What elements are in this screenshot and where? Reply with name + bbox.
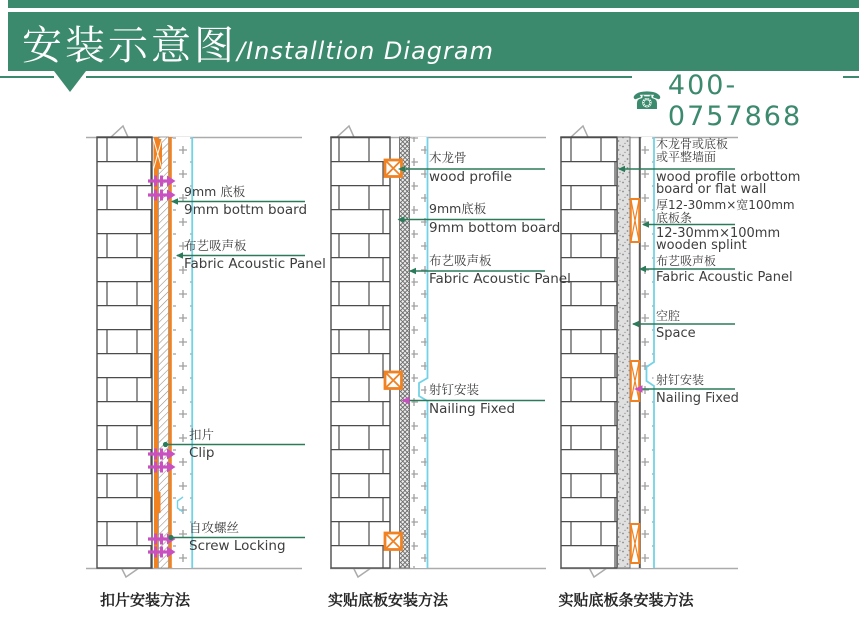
d3-acoustic-panel-label-cn: 布艺吸声板 bbox=[656, 253, 717, 268]
d1-bottom-board-label-cn: 9mm 底板 bbox=[184, 184, 246, 199]
flat-wall-layer-3 bbox=[618, 137, 631, 568]
phone-icon: ☎ bbox=[632, 87, 662, 115]
d2-acoustic-panel-label-cn: 布艺吸声板 bbox=[429, 253, 492, 268]
d3-splint-label-cn1: 厚12-30mm×宽100mm bbox=[656, 198, 795, 212]
d1-screw-label-cn: 自攻螺丝 bbox=[189, 520, 240, 535]
caption-method-2: 实贴底板安装方法 bbox=[327, 591, 448, 609]
brick-wall-2 bbox=[331, 137, 390, 568]
d2-bottom-board-label-cn: 9mm底板 bbox=[429, 201, 487, 216]
acoustic-panel-3 bbox=[642, 137, 654, 568]
caption-method-1: 扣片安装方法 bbox=[99, 591, 190, 609]
acoustic-panel-2 bbox=[412, 137, 427, 568]
d3-nailing-label-en: Nailing Fixed bbox=[656, 390, 739, 406]
bottom-board-2 bbox=[400, 137, 410, 568]
d2-wood-profile-label-en: wood profile bbox=[429, 169, 513, 185]
page-subtitle: /Installtion Diagram bbox=[237, 37, 494, 65]
d3-wall-surface-label-en2: board or flat wall bbox=[656, 182, 767, 197]
d1-screw-label-en: Screw Locking bbox=[189, 538, 286, 554]
phone-text: 400-0757868 bbox=[667, 70, 803, 132]
d1-bottom-board-label-en: 9mm bottm board bbox=[184, 202, 308, 218]
wood-keel-mid-1 bbox=[154, 492, 161, 513]
brick-wall-3 bbox=[561, 137, 617, 568]
d1-clip-label-en: Clip bbox=[189, 445, 215, 461]
d1-clip-label-cn: 扣片 bbox=[189, 427, 215, 442]
d2-wood-profile-label-cn: 木龙骨 bbox=[429, 150, 467, 165]
d3-acoustic-panel-label-en: Fabric Acoustic Panel bbox=[656, 270, 793, 285]
wooden-splints-3 bbox=[631, 199, 639, 563]
d2-nailing-label-en: Nailing Fixed bbox=[429, 401, 516, 417]
d3-space-label-cn: 空腔 bbox=[656, 309, 681, 323]
d3-space-label-en: Space bbox=[656, 325, 696, 341]
d2-acoustic-panel-label-en: Fabric Acoustic Panel bbox=[429, 271, 571, 287]
wood-keel-top-1 bbox=[154, 139, 163, 169]
d1-acoustic-panel-label-en: Fabric Acoustic Panel bbox=[184, 256, 326, 272]
brick-wall-1 bbox=[97, 137, 152, 568]
diagram-2 bbox=[330, 126, 546, 577]
d3-wall-surface-label-cn1: 木龙骨或底板 bbox=[656, 137, 729, 151]
d2-bottom-board-label-en: 9mm bottom board bbox=[429, 220, 561, 236]
d3-splint-label-en1: 12-30mm×100mm bbox=[656, 225, 781, 241]
d1-acoustic-panel-label-cn: 布艺吸声板 bbox=[184, 238, 247, 253]
d3-splint-label-en2: wooden splint bbox=[656, 238, 747, 253]
d3-nailing-label-cn: 射钉安装 bbox=[656, 373, 705, 387]
d2-nailing-label-cn: 射钉安装 bbox=[429, 382, 480, 397]
d3-wall-surface-label-cn2: 或平整墙面 bbox=[656, 150, 717, 164]
page-title: 安装示意图 bbox=[22, 23, 237, 69]
caption-method-3: 实贴底板条安装方法 bbox=[558, 591, 694, 609]
d3-splint-label-cn2: 底板条 bbox=[656, 210, 693, 225]
d3-wall-surface-label-en1: wood profile orbottom bbox=[656, 170, 801, 185]
